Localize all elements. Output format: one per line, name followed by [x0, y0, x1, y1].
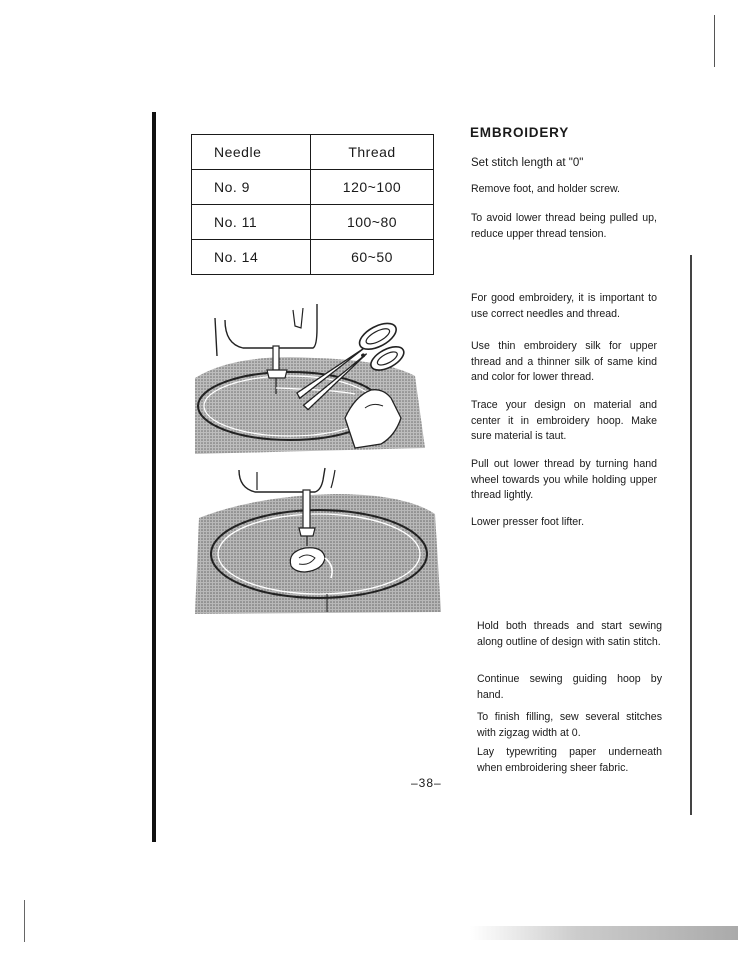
instruction-step — [471, 182, 657, 198]
instruction-text: Trace your design on material and center it in embroidery hoop. Make sure material is taut. — [471, 399, 657, 442]
table-header-row — [192, 135, 434, 170]
table-row — [192, 240, 434, 275]
instruction-step — [477, 619, 662, 650]
bottom-left-mark — [24, 900, 25, 942]
left-binding-edge — [152, 112, 156, 842]
instruction-text: Continue sewing guiding hoop by hand. — [477, 673, 662, 701]
instruction-step — [471, 339, 657, 386]
needle-thread-table — [191, 134, 434, 275]
section-title: EMBROIDERY — [470, 125, 570, 140]
instruction-text: Lay typewriting paper underneath when embroidering sheer fabric. — [477, 746, 662, 774]
machine-head — [239, 468, 325, 492]
illustration-satin-stitch-hoop — [195, 466, 443, 614]
needle-cell: No. 9 — [192, 170, 311, 205]
machine-head — [215, 304, 317, 356]
needle-header: Needle — [192, 135, 311, 170]
thread-cell: 60~50 — [311, 240, 434, 275]
instruction-text: Lower presser foot lifter. — [471, 516, 585, 528]
instruction-text: To finish filling, sew several stitches with zigzag width at 0. — [477, 711, 662, 739]
instruction-text: Remove foot, and holder screw. — [471, 183, 620, 195]
instruction-text: To avoid lower thread being pulled up, reduce upper thread tension. — [471, 212, 657, 240]
instruction-step — [471, 291, 657, 322]
instruction-step — [471, 211, 657, 242]
needle-cell: No. 11 — [192, 205, 311, 240]
instruction-step — [471, 156, 657, 172]
instruction-text: Use thin embroidery silk for upper thread and a thinner silk of same kind and color for lower thread. — [471, 340, 657, 383]
instruction-text: For good embroidery, it is important to use correct needles and thread. — [471, 292, 657, 320]
instruction-text: Hold both threads and start sewing along outline of design with satin stitch. — [477, 620, 662, 648]
thread-cell: 120~100 — [311, 170, 434, 205]
instruction-step — [477, 672, 662, 703]
instruction-step — [477, 745, 662, 776]
top-right-mark — [714, 15, 715, 67]
instruction-step — [471, 515, 657, 531]
instruction-step — [471, 457, 657, 504]
instruction-step — [471, 398, 657, 445]
bottom-scan-strip — [470, 926, 738, 940]
instruction-text: Set stitch length at "0" — [471, 157, 584, 169]
illustration-scissors-hoop — [195, 298, 435, 454]
instruction-text: Pull out lower thread by turning hand wheel towards you while holding upper thread lightly. — [471, 458, 657, 501]
page-number: –38– — [411, 776, 442, 790]
instruction-step — [477, 710, 662, 741]
table-row — [192, 170, 434, 205]
right-page-edge — [690, 255, 692, 815]
thread-cell: 100~80 — [311, 205, 434, 240]
needle-cell: No. 14 — [192, 240, 311, 275]
needle-thread-table-wrap — [191, 134, 434, 275]
table-row — [192, 205, 434, 240]
thread-header: Thread — [311, 135, 434, 170]
